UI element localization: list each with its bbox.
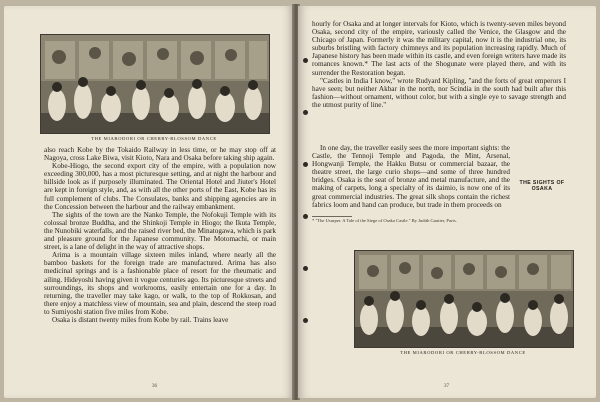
left-paragraph: also reach Kobe by the Tokaido Railway in less time, or he may stop off at Nagoya, cross Lake Biwa, visit Kioto, Nara and Osaka before taking ship again.	[44, 146, 276, 163]
right-page-number: 37	[444, 384, 449, 389]
left-page	[4, 6, 294, 398]
dance-photo-left	[40, 34, 270, 134]
binding-hole	[303, 318, 308, 323]
binding-hole	[303, 58, 308, 63]
left-paragraph: Osaka is distant twenty miles from Kobe by rail. Trains leave	[52, 315, 229, 324]
binding-hole	[303, 110, 308, 115]
sights-of-osaka-sidenote: THE SIGHTS OF OSAKA	[519, 180, 565, 192]
right-paragraph: hourly for Osaka and at longer intervals for Kioto, which is twenty-seven miles beyond Osaka, second city of the empire, variously called the Venice, the Glasgow and the Chicago of Japan. Formerly it was the military capital, now it is the industrial one, its suburbs bristling with factory chimneys and its population increasing rapidly. Much of Japanese history has been made within its castle, and even foreign writers have made its romances known.* The last acts of the Shogunate were played there, and with its surrender the Restoration began.	[312, 20, 566, 77]
right-page	[298, 6, 596, 398]
binding-hole	[303, 266, 308, 271]
right-paragraph: "Castles in India I know," wrote Rudyard Kipling, "and the forts of great emperors I have seen; but neither Akbar in the north, nor Scindia in the south had built after this fashion—without ornament, without color, but with a single eye to savage strength and the utmost purity of line."	[312, 76, 566, 109]
right-paragraph: In one day, the traveller easily sees the more important sights: the Castle, the Tennoji Temple and Pagoda, the Mint, Arsenal, Hongwanji Temple, the Hakku Butsu or commercial bazaar, the theatre street, the large curio shops—and some of three hundred bridges. Osaka is the seat of bronze and metal manufacture, and the making of carpets, long a specialty of its daimio, is now one of its great commercial industries. The great silk shops contain the richest fabrics loom and hand can produce, but trade in them proceeds on	[312, 144, 510, 209]
left-paragraph: Kobe-Hiogo, the second export city of the empire, with a population now exceeding 300,000, has a most picturesque setting, and at night the harbour and hillside look as if purposely illuminated. The Oriental Hotel and Jiuter's Hotel are kept in foreign style, and, as with all the other ports of the East, Kobe has its full complement of clubs. The Consulates, banks and shipping agencies are in the Concession between the harbour and the railway embankment.	[44, 162, 276, 211]
left-paragraph: Arima is a mountain village sixteen miles inland, where nearly all the bamboo baskets for the foreign trade are manufactured. Arima has also medicinal springs and is a fashionable place of resort for the rheumatic and ailing. Hideyoshi having given it vogue centuries ago. Its picturesque streets and surroundings, its shops and workrooms, easily entertain one for a day. In returning, the traveller may take kago, or walk, to the top of Rokkosan, and there enjoy a matchless view of mountain, sea and plain, descend the steep road to Sumiyoshi station five miles from Kobe.	[44, 251, 276, 316]
footnote: * "The Usurper. A Tale of the Siege of Osaka Castle." By Judith Gautier, Paris.	[312, 218, 457, 223]
left-photo-caption: THE MIARODORI OR CHERRY-BLOSSOM DANCE	[91, 136, 217, 141]
right-body-text-bottom	[312, 144, 510, 209]
left-paragraph: The sights of the town are the Nanko Temple, the Nofokuji Temple with its colossal bronze Buddha, and the Shinkoji Temple in Hiogo; the Ikuta Temple, the Nunobiki waterfalls, and the raised river bed, the Minatogawa, which is park and pleasure ground for the Japanese community. The Motomachi, or main street, is a lane of delight in the way of attractive shops.	[44, 210, 276, 252]
right-photo-caption: THE MIARODORI OR CHERRY-BLOSSOM DANCE	[400, 350, 526, 355]
binding-hole	[303, 214, 308, 219]
footnote-rule	[312, 216, 352, 217]
left-page-number: 36	[152, 384, 157, 389]
left-body-text	[44, 146, 276, 324]
binding-hole	[303, 162, 308, 167]
right-body-text-top	[312, 20, 566, 109]
dance-photo-right	[354, 250, 574, 348]
